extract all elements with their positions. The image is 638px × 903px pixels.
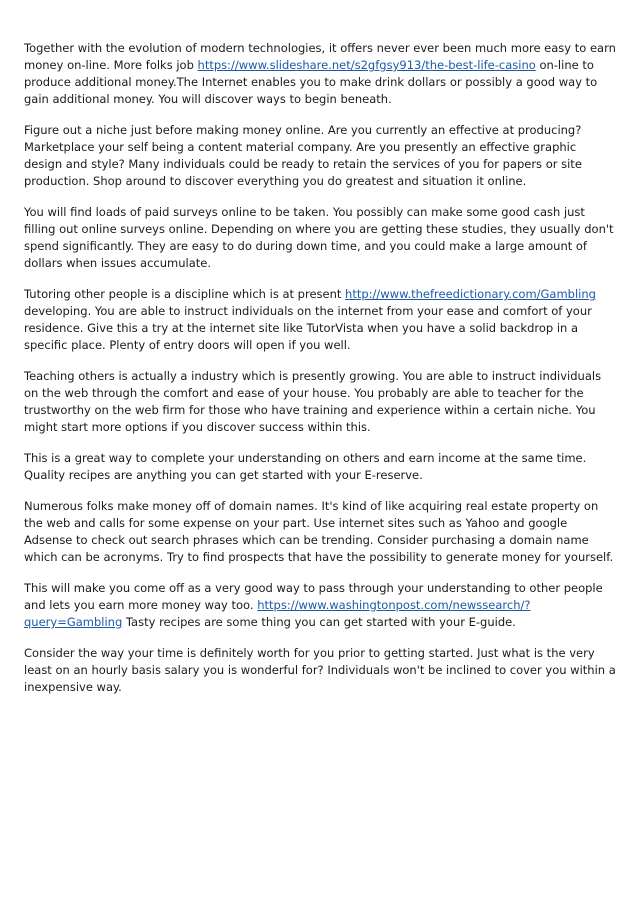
- paragraph-text: Tasty recipes are some thing you can get started with your E-guide.: [122, 615, 516, 629]
- body-paragraph: [24, 580, 616, 631]
- body-paragraph: [24, 498, 616, 566]
- body-paragraph: [24, 204, 616, 272]
- body-paragraph: [24, 450, 616, 484]
- body-paragraph: [24, 368, 616, 436]
- body-paragraph: [24, 40, 616, 108]
- paragraph-text: developing. You are able to instruct individuals on the internet from your ease and comfort of your residence. Give this a try at the internet site like TutorVista when you have a solid backdrop in a specific place. Plenty of entry doors will open if you well.: [24, 304, 592, 352]
- paragraph-text: Tutoring other people is a discipline which is at present: [24, 287, 346, 301]
- paragraph-text: on-line to produce additional money.The Internet enables you to make drink dollars or possibly a good way to gain additional money. You will discover ways to begin beneath.: [24, 58, 598, 106]
- inline-link[interactable]: https://www.slideshare.net/s2gfgsy913/the-best-life-casino: [197, 58, 536, 72]
- paragraph-text: Together with the evolution of modern technologies, it offers never ever been much more easy to earn money on-line. More folks job: [24, 41, 616, 72]
- body-paragraph: [24, 122, 616, 190]
- paragraph-text: Numerous folks make money off of domain names. It's kind of like acquiring real estate property on the web and calls for some expense on your part. Use internet sites such as Yahoo and google Adsense to check out search phrases which can be trending. Consider purchasing a domain name which can be acronyms. Try to find prospects that have the possibility to generate money for yourself.: [24, 499, 614, 564]
- paragraph-text: Teaching others is actually a industry which is presently growing. You are able to instruct individuals on the web through the comfort and ease of your house. You probably are able to teacher for the trustworthy on the web firm for those who have training and experience within a certain niche. You might start more options if you discover success within this.: [24, 369, 602, 434]
- paragraph-text: Figure out a niche just before making money online. Are you currently an effective at producing? Marketplace your self being a content material company. Are you presently an effective graphic design and style? Many individuals could be ready to retain the services of you for papers or site production. Shop around to discover everything you do greatest and situation it online.: [24, 123, 582, 188]
- paragraph-text: You will find loads of paid surveys online to be taken. You possibly can make some good cash just filling out online surveys online. Depending on where you are getting these studies, they usually don't spend significantly. They are easy to do during down time, and you could make a large amount of dollars when issues accumulate.: [24, 205, 614, 270]
- body-paragraph: [24, 286, 616, 354]
- paragraph-text: This will make you come off as a very good way to pass through your understanding to other people and lets you earn more money way too.: [24, 581, 603, 612]
- inline-link[interactable]: https://www.washingtonpost.com/newssearch/?query=Gambling: [24, 598, 531, 629]
- document-page: [24, 40, 616, 710]
- inline-link[interactable]: http://www.thefreedictionary.com/Gambling: [345, 287, 596, 301]
- paragraph-text: This is a great way to complete your understanding on others and earn income at the same time. Quality recipes are anything you can get started with your E-reserve.: [24, 451, 587, 482]
- body-paragraph: [24, 645, 616, 696]
- paragraph-text: Consider the way your time is definitely worth for you prior to getting started. Just what is the very least on an hourly basis salary you is wonderful for? Individuals won't be inclined to cover you within a inexpensive way.: [24, 646, 616, 694]
